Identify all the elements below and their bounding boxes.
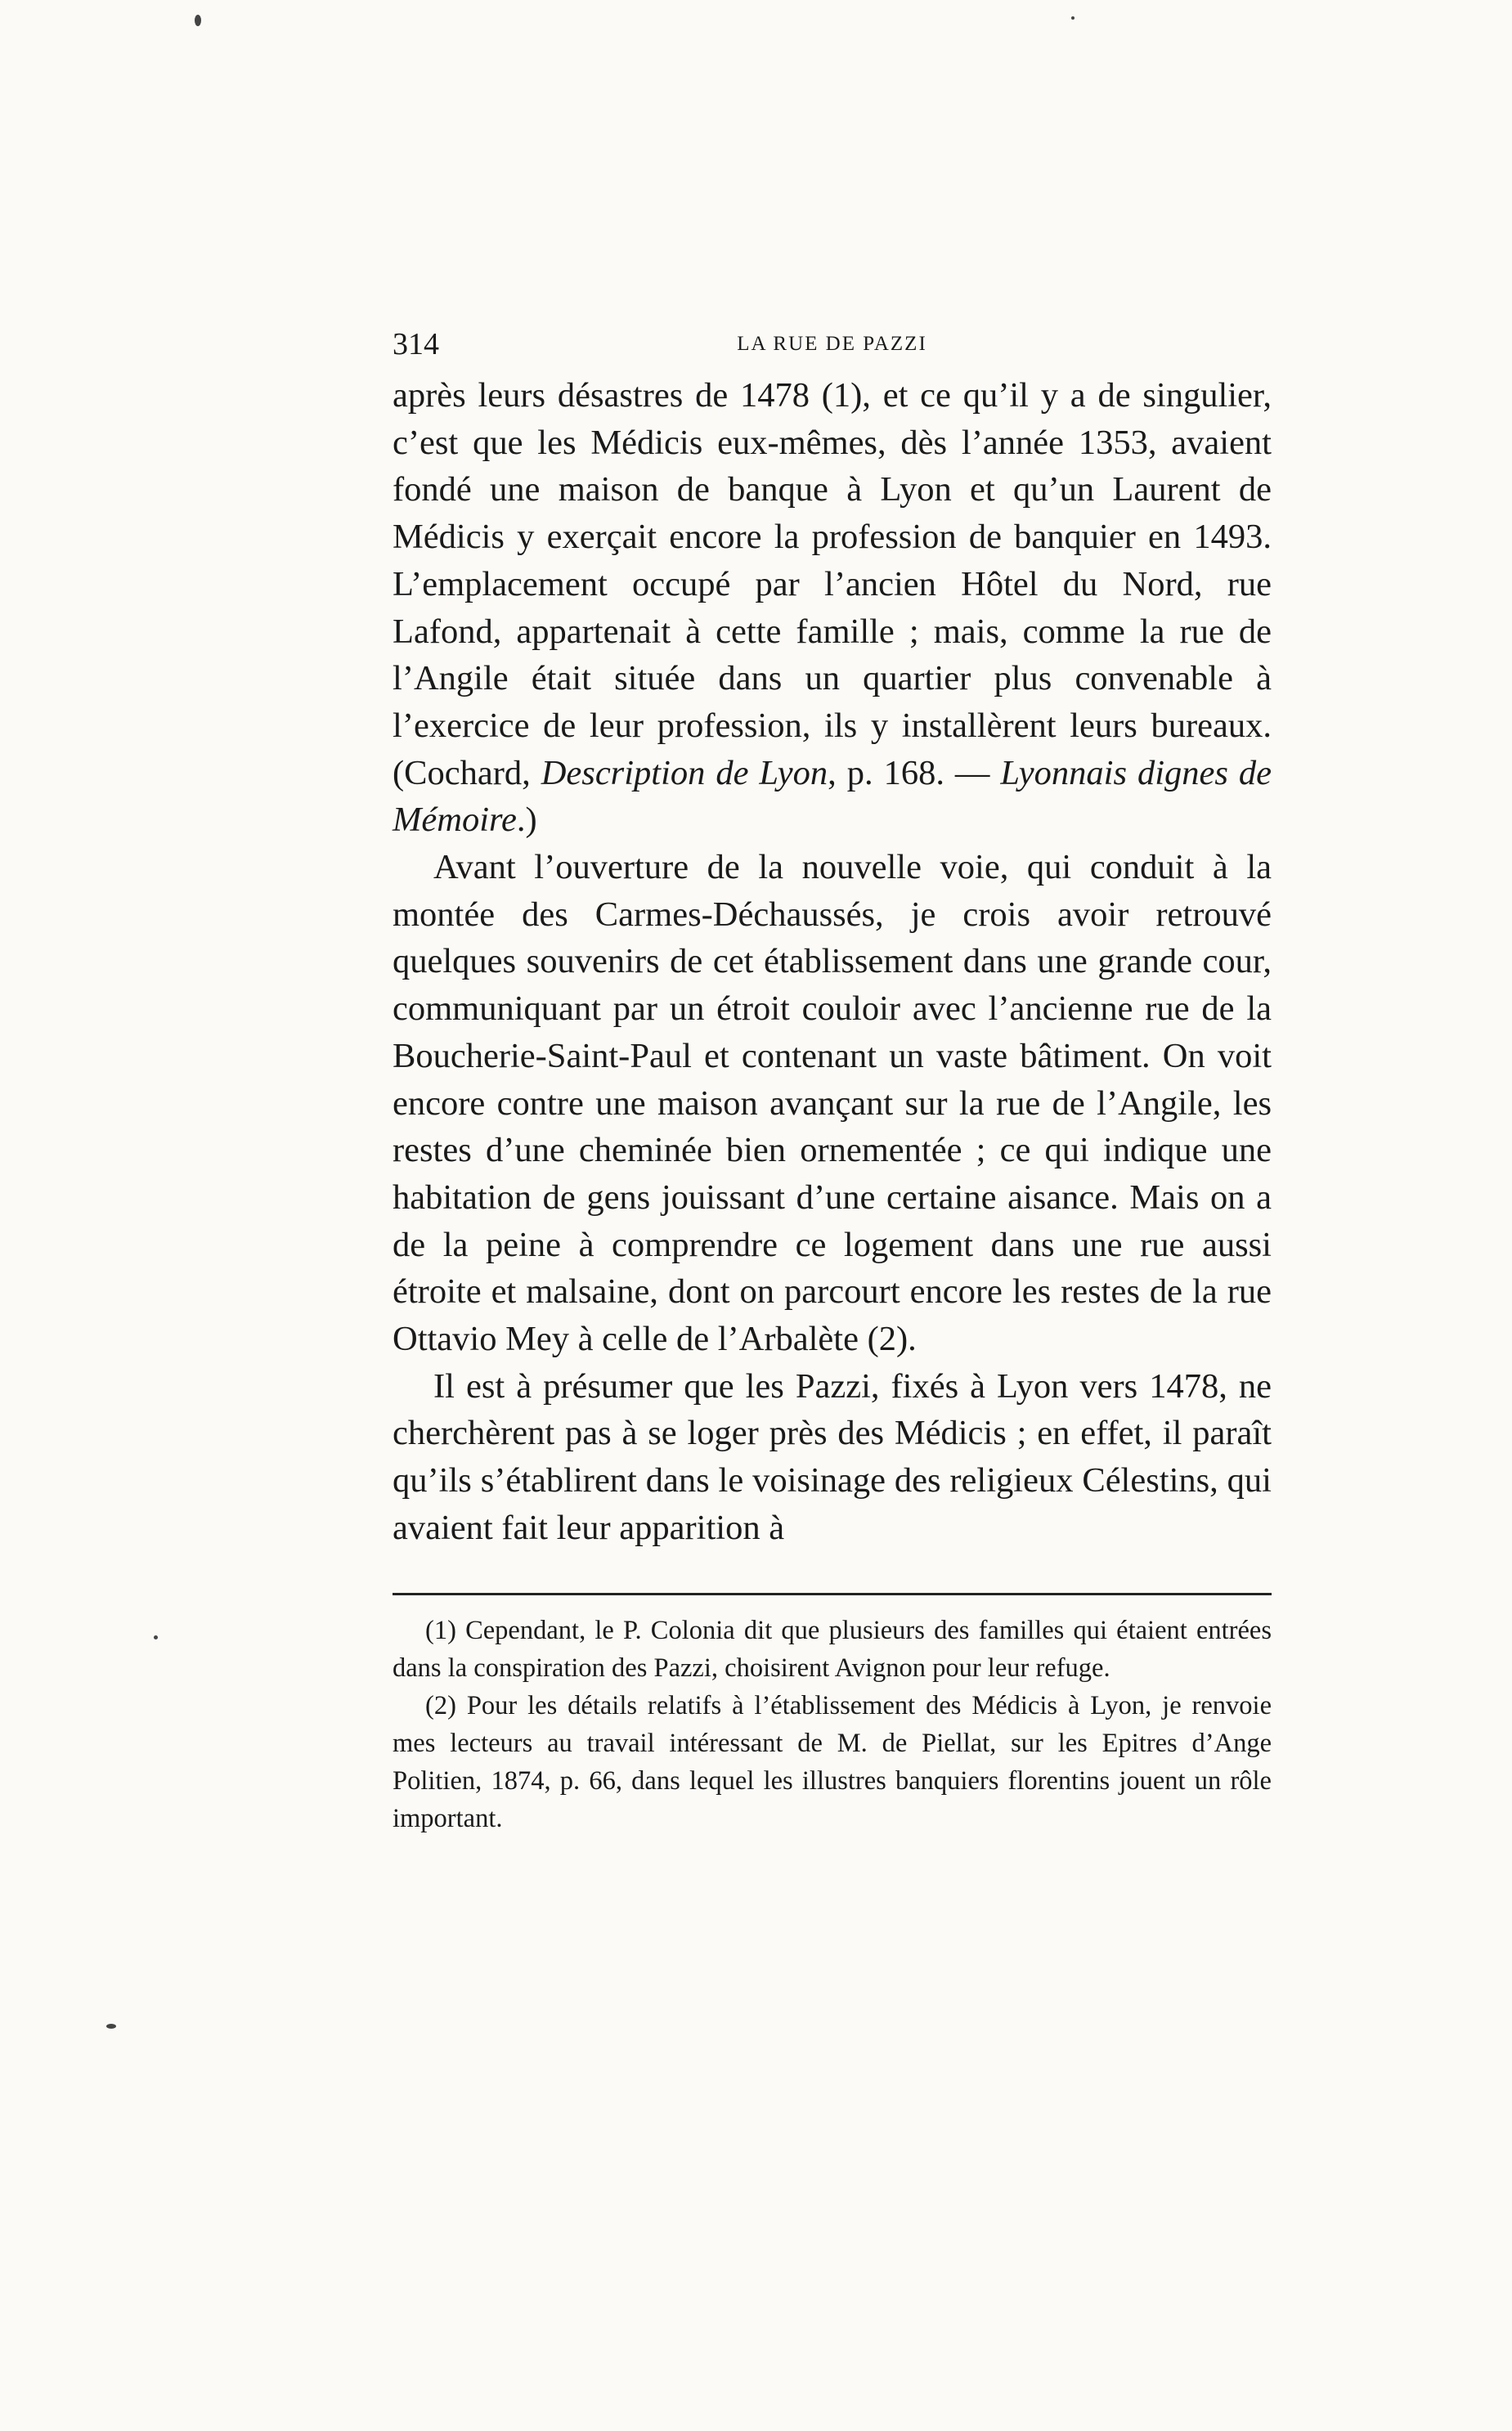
scan-speck: [106, 2024, 116, 2029]
book-page: [393, 323, 1272, 1837]
citation-description-de-lyon: Description de Lyon: [541, 753, 828, 792]
paragraph-1-text-2: , p. 168. —: [828, 753, 1001, 792]
page-header: [393, 323, 1272, 372]
paragraph-1: [393, 372, 1272, 844]
scan-speck: [195, 15, 201, 26]
paragraph-3: [393, 1363, 1272, 1552]
paragraph-3-text: Il est à présumer que les Pazzi, fixés à Lyon vers 1478, ne cherchèrent pas à se loger près des Médicis ; en effet, il paraît qu’ils s’établirent dans le voisinage des religieux Célestins, qui avaient fait leur apparition à: [393, 1366, 1272, 1547]
footnote-1: (1) Cependant, le P. Colonia dit que plusieurs des familles qui étaient entrées dans la conspiration des Pazzi, choisirent Avignon pour leur refuge.: [393, 1615, 1272, 1683]
scan-speck: [1071, 16, 1075, 20]
paragraph-2-text: Avant l’ouverture de la nouvelle voie, qui conduit à la montée des Carmes-Déchaussés, je crois avoir retrouvé quelques souvenirs de cet établissement dans une grande cour, communiquant par un étroit couloir avec l’ancienne rue de la Boucherie-Saint-Paul et contenant un vaste bâtiment. On voit encore contre une maison avançant sur la rue de l’Angile, les restes d’une cheminée bien ornementée ; ce qui indique une habitation de gens jouissant d’une certaine aisance. Mais on a de la peine à comprendre ce logement dans une rue aussi étroite et malsaine, dont on parcourt encore les restes de la rue Ottavio Mey à celle de l’Arbalète (2).: [393, 848, 1272, 1359]
footnotes: [393, 1612, 1272, 1837]
footnote-2: (2) Pour les détails relatifs à l’établissement des Médicis à Lyon, je renvoie mes lecteurs au travail intéressant de M. de Piellat, sur les Epitres d’Ange Politien, 1874, p. 66, dans lequel les illustres banquiers florentins jouent un rôle important.: [393, 1690, 1272, 1833]
paragraph-1-text-3: .): [516, 801, 537, 840]
footnote-rule: [393, 1593, 1272, 1595]
paragraph-1-text-1: après leurs désastres de 1478 (1), et ce qu’il y a de singulier, c’est que les Médicis eux-mêmes, dès l’année 1353, avaient fondé une maison de banque à Lyon et qu’un Laurent de Médicis y exerçait encore la profession de banquier en 1493. L’emplacement occupé par l’ancien Hôtel du Nord, rue Lafond, appartenait à cette famille ; mais, comme la rue de l’Angile était située dans un quartier plus convenable à l’exercice de leur profession, ils y installèrent leurs bureaux. (Cochard,: [393, 376, 1272, 792]
running-title: LA RUE DE PAZZI: [737, 333, 927, 355]
scan-speck: [154, 1635, 158, 1639]
paragraph-2: [393, 844, 1272, 1363]
page-number: 314: [393, 327, 439, 361]
body-text: [393, 372, 1272, 1552]
citation-lyonnais-dignes: Lyonnais dignes de Mémoire: [393, 753, 1272, 840]
